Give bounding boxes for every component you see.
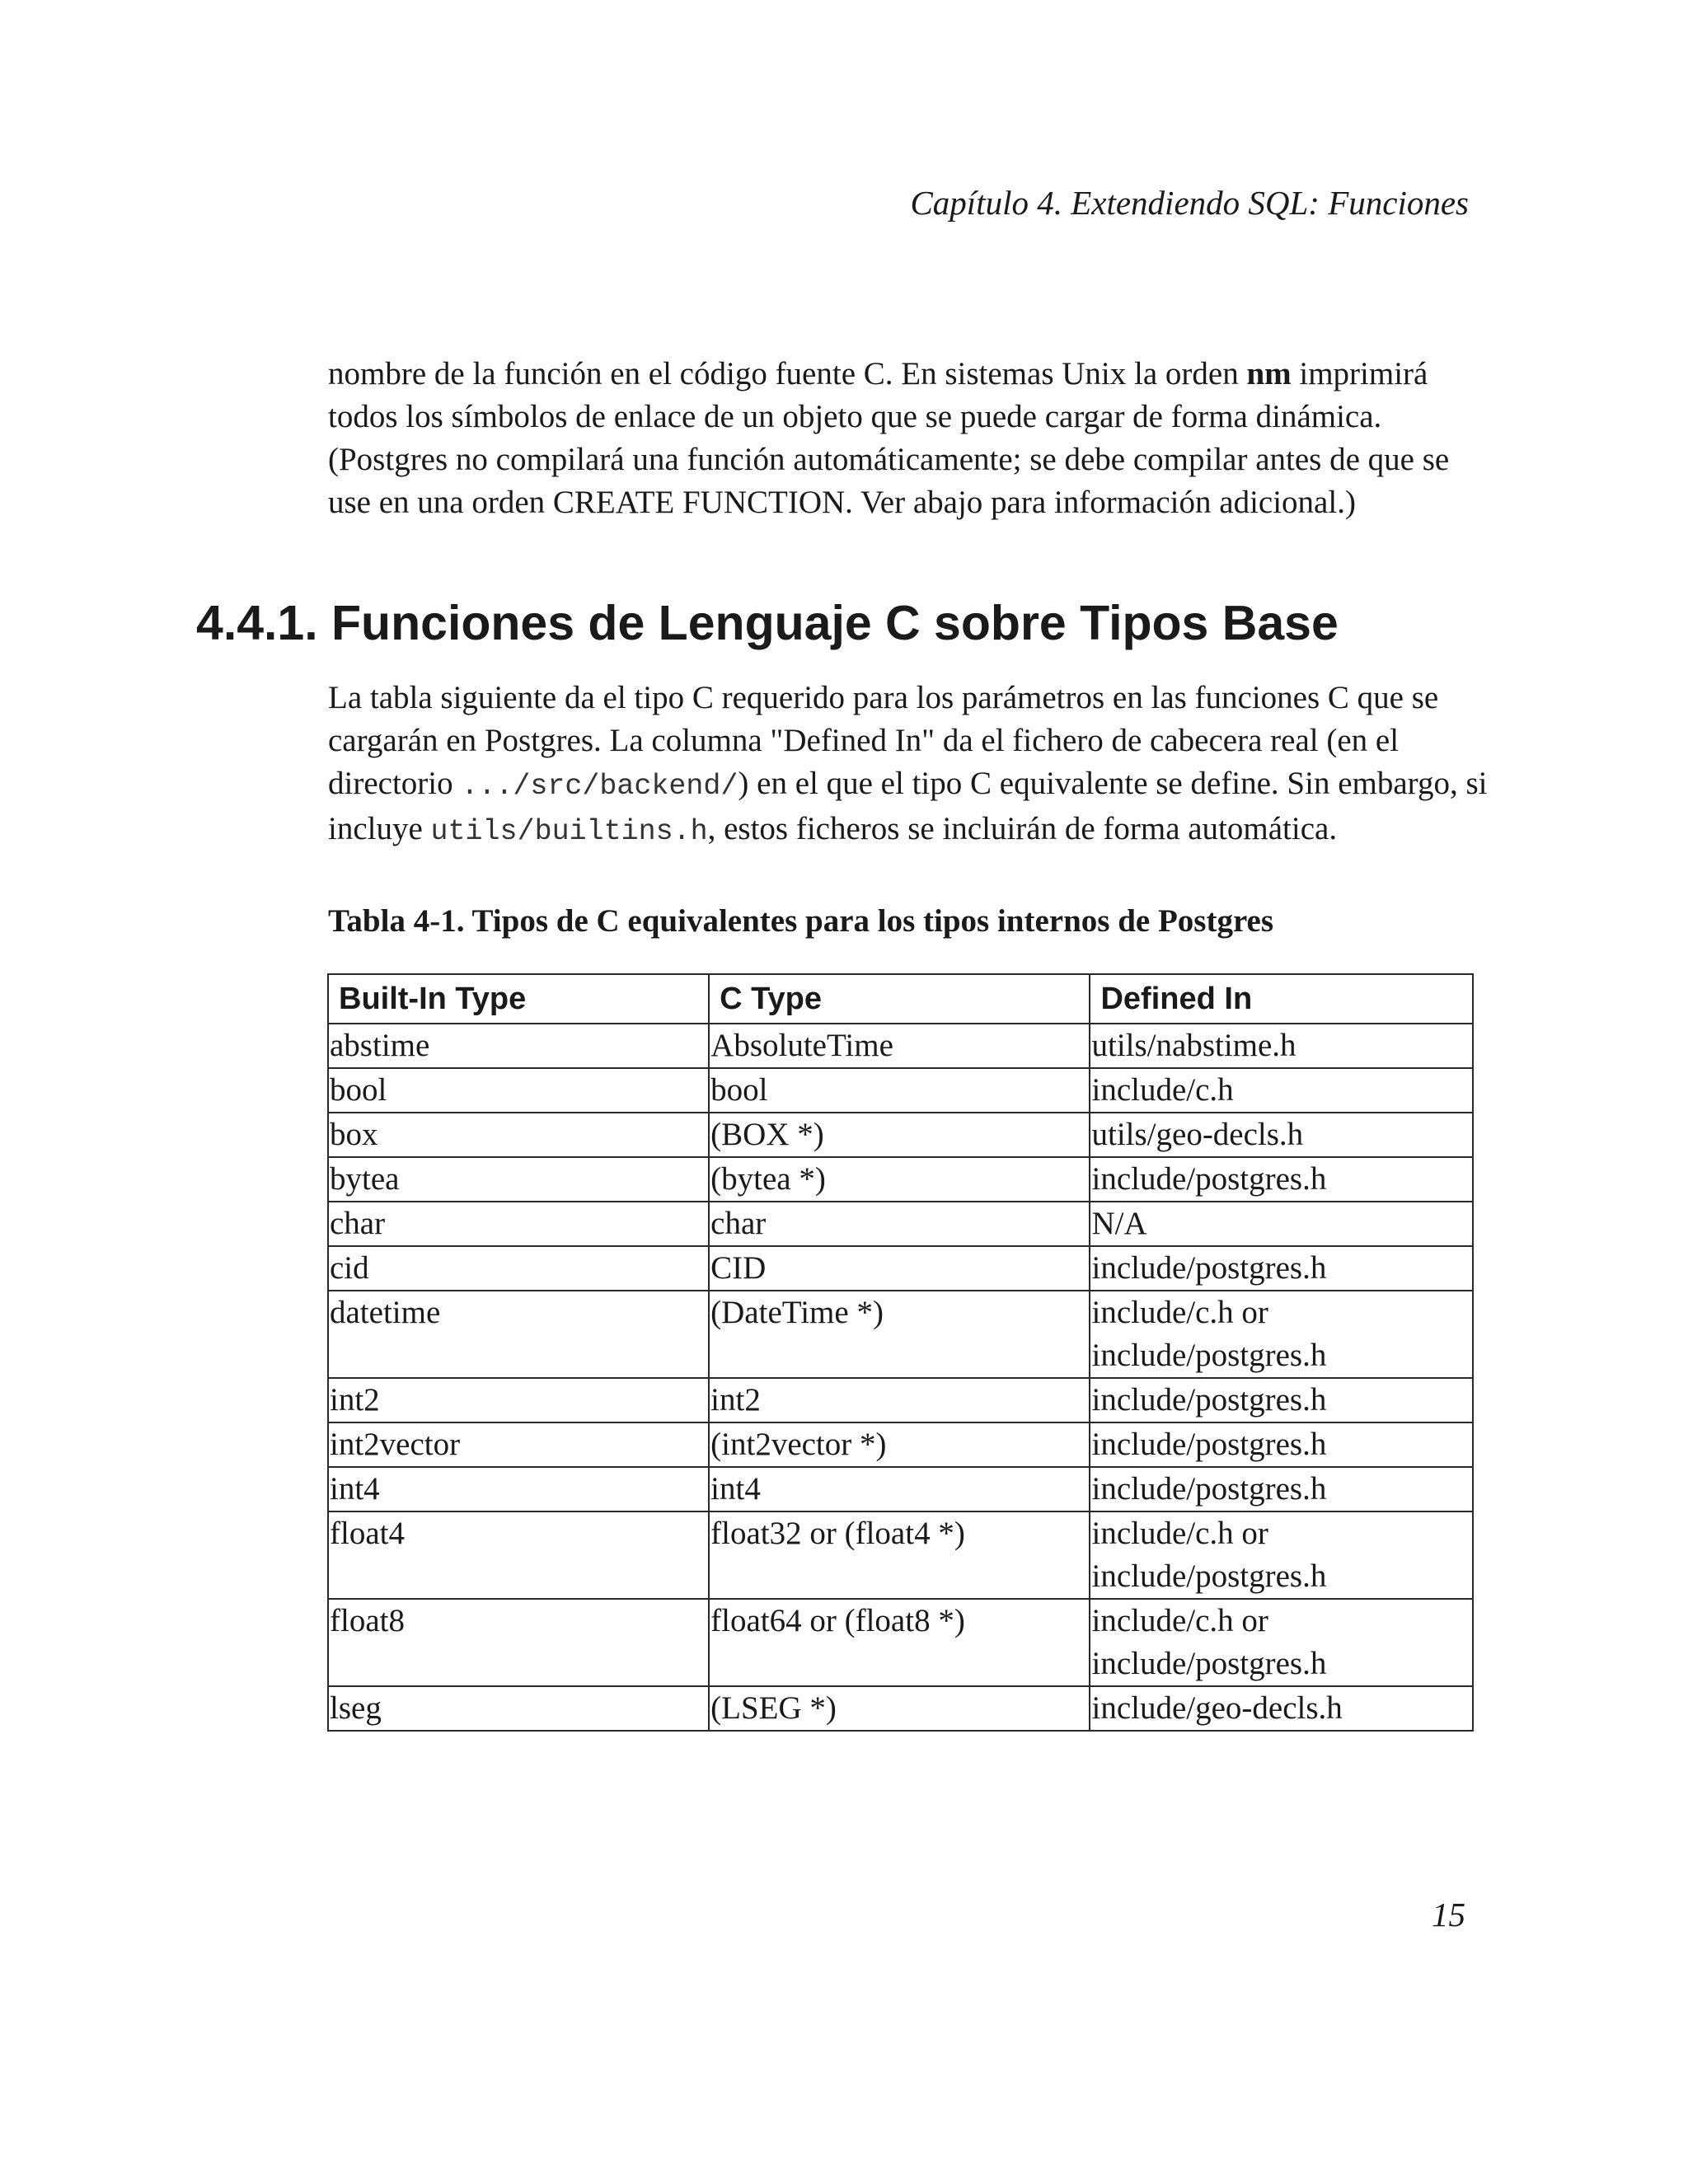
c-type-cell: (bytea *) <box>709 1157 1090 1202</box>
c-type-cell: (BOX *) <box>709 1113 1090 1157</box>
table-row <box>328 1511 1473 1599</box>
defined-in-line: include/postgres.h <box>1091 1250 1327 1286</box>
c-type-cell: float64 or (float8 *) <box>709 1599 1090 1686</box>
builtin-type-cell: bytea <box>328 1157 709 1202</box>
defined-in-cell <box>1090 1422 1473 1467</box>
builtin-type-cell: int4 <box>328 1467 709 1511</box>
table-row <box>328 1202 1473 1246</box>
table-caption: Tabla 4-1. Tipos de C equivalentes para los tipos internos de Postgres <box>328 903 1274 939</box>
intro-text-start: nombre de la función en el código fuente C. En sistemas Unix la orden <box>328 356 1247 391</box>
table-row <box>328 1157 1473 1202</box>
table-row <box>328 1113 1473 1157</box>
running-header: Capítulo 4. Extendiendo SQL: Funciones <box>910 184 1469 222</box>
defined-in-cell <box>1090 1467 1473 1511</box>
table-row <box>328 1467 1473 1511</box>
builtin-type-cell: lseg <box>328 1686 709 1731</box>
defined-in-line: include/postgres.h <box>1091 1471 1327 1507</box>
defined-in-cell <box>1090 1113 1473 1157</box>
nm-command: nm <box>1246 356 1292 391</box>
builtin-type-cell: float8 <box>328 1599 709 1686</box>
section-text-part-2: ) en el que el tipo C equivalente se define. Sin embargo, si incluye <box>328 766 1488 846</box>
intro-paragraph <box>328 353 1490 524</box>
defined-in-cell <box>1090 1024 1473 1068</box>
defined-in-cell <box>1090 1157 1473 1202</box>
defined-in-line: N/A <box>1091 1206 1147 1241</box>
table-row <box>328 1024 1473 1068</box>
builtins-header-code: utils/builtins.h <box>430 815 708 848</box>
defined-in-line: include/c.h <box>1091 1072 1234 1108</box>
table-row <box>328 1599 1473 1686</box>
column-header-defined-in: Defined In <box>1090 974 1473 1024</box>
table-row <box>328 1291 1473 1378</box>
c-type-cell: AbsoluteTime <box>709 1024 1090 1068</box>
defined-in-line: include/postgres.h <box>1091 1382 1327 1418</box>
c-type-cell: bool <box>709 1068 1090 1113</box>
defined-in-cell <box>1090 1511 1473 1599</box>
defined-in-line: utils/geo-decls.h <box>1091 1117 1304 1152</box>
table-row <box>328 1422 1473 1467</box>
defined-in-line: include/geo-decls.h <box>1091 1690 1343 1726</box>
c-type-cell: float32 or (float4 *) <box>709 1511 1090 1599</box>
defined-in-line: include/c.h or <box>1091 1516 1268 1551</box>
intro-text-end: imprimirá todos los símbolos de enlace de un objeto que se puede cargar de forma dinámica. (Postgres no compilará una función automáticamente; se debe compilar antes de que se use en una orden CREATE FUNCTION. Ver abajo para información adicional.) <box>328 356 1450 520</box>
section-text-part-1: La tabla siguiente da el tipo C requerido para los parámetros en las funciones C que se cargarán en Postgres. La columna "Defined In" da el fichero de cabecera real (en el directorio <box>328 680 1439 801</box>
defined-in-cell <box>1090 1378 1473 1422</box>
builtin-type-cell: char <box>328 1202 709 1246</box>
defined-in-cell <box>1090 1291 1473 1378</box>
c-type-cell: (int2vector *) <box>709 1422 1090 1467</box>
defined-in-line: include/postgres.h <box>1091 1558 1327 1594</box>
c-type-cell: (DateTime *) <box>709 1291 1090 1378</box>
table-row <box>328 1068 1473 1113</box>
defined-in-line: include/c.h or <box>1091 1295 1268 1330</box>
builtin-type-cell: bool <box>328 1068 709 1113</box>
page-number: 15 <box>1432 1896 1465 1933</box>
table-header-row <box>328 974 1473 1024</box>
c-type-cell: char <box>709 1202 1090 1246</box>
defined-in-cell <box>1090 1202 1473 1246</box>
builtin-type-cell: datetime <box>328 1291 709 1378</box>
c-type-cell: int2 <box>709 1378 1090 1422</box>
table-row <box>328 1686 1473 1731</box>
defined-in-line: include/postgres.h <box>1091 1427 1327 1462</box>
section-heading: 4.4.1. Funciones de Lenguaje C sobre Tipos Base <box>196 596 1339 650</box>
defined-in-cell <box>1090 1686 1473 1731</box>
defined-in-line: include/postgres.h <box>1091 1338 1327 1373</box>
defined-in-line: include/c.h or <box>1091 1603 1268 1638</box>
c-types-table <box>327 973 1474 1732</box>
defined-in-line: include/postgres.h <box>1091 1161 1327 1197</box>
builtin-type-cell: box <box>328 1113 709 1157</box>
backend-directory-code: .../src/backend/ <box>461 770 738 803</box>
column-header-builtin-type: Built-In Type <box>328 974 709 1024</box>
defined-in-line: utils/nabstime.h <box>1091 1028 1296 1063</box>
section-paragraph <box>328 677 1490 853</box>
builtin-type-cell: float4 <box>328 1511 709 1599</box>
c-type-cell: CID <box>709 1246 1090 1291</box>
builtin-type-cell: int2vector <box>328 1422 709 1467</box>
defined-in-line: include/postgres.h <box>1091 1646 1327 1681</box>
section-text-part-3: , estos ficheros se incluirán de forma automática. <box>707 811 1338 846</box>
builtin-type-cell: cid <box>328 1246 709 1291</box>
builtin-type-cell: abstime <box>328 1024 709 1068</box>
c-type-cell: (LSEG *) <box>709 1686 1090 1731</box>
table-row <box>328 1378 1473 1422</box>
c-type-cell: int4 <box>709 1467 1090 1511</box>
table-row <box>328 1246 1473 1291</box>
builtin-type-cell: int2 <box>328 1378 709 1422</box>
defined-in-cell <box>1090 1246 1473 1291</box>
defined-in-cell <box>1090 1599 1473 1686</box>
defined-in-cell <box>1090 1068 1473 1113</box>
column-header-c-type: C Type <box>709 974 1090 1024</box>
